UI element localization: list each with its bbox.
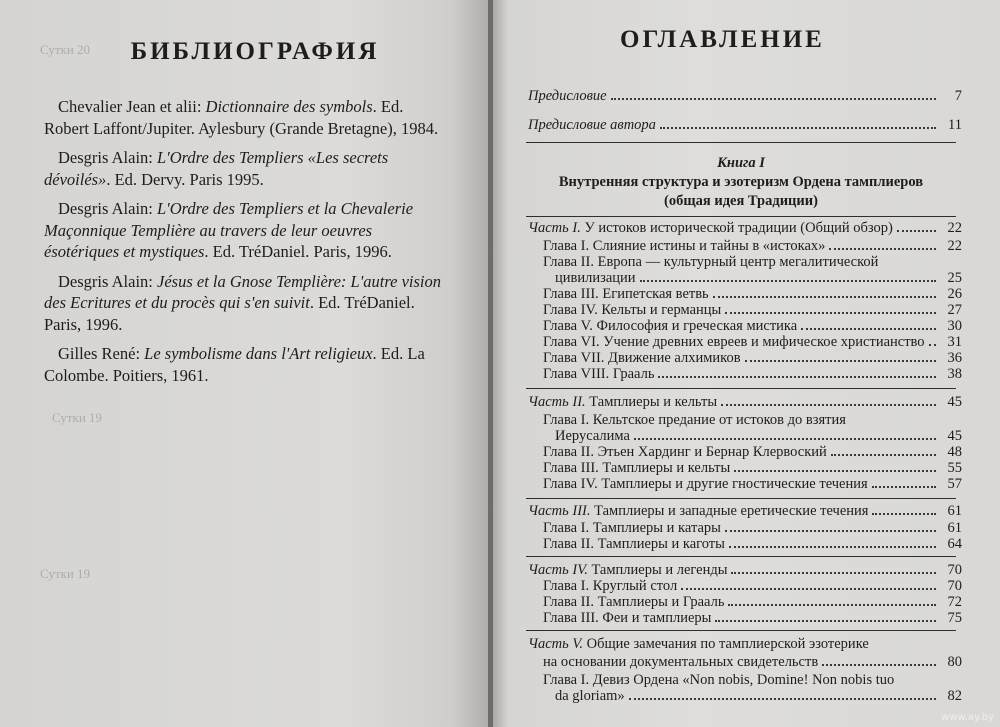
toc-page-number: 61	[947, 503, 962, 519]
bibliography-list	[44, 96, 444, 394]
part-prefix: Часть III.	[528, 503, 591, 519]
chapter-label: Глава I. Тамплиеры и катары	[543, 520, 721, 536]
part-title: У истоков исторической традиции (Общий обзор)	[580, 220, 893, 236]
toc-chapter	[543, 444, 962, 460]
book-subtitle: (общая идея Традиции)	[664, 193, 818, 209]
toc-page-number: 11	[948, 117, 962, 133]
toc-entry-label: Предисловие	[528, 88, 607, 104]
chapter-label: Глава III. Египетская ветвь	[543, 286, 709, 302]
entry-author: Desgris Alain:	[58, 271, 157, 291]
book-label: Книга I	[717, 155, 765, 171]
toc-part-2	[528, 394, 962, 410]
toc-chapter	[543, 366, 962, 382]
chapter-label: Глава IV. Тамплиеры и другие гностические течения	[543, 476, 868, 492]
toc-page-number: 7	[954, 88, 962, 104]
chapter-label: Глава VIII. Грааль	[543, 366, 655, 382]
toc-page-number: 45	[947, 428, 962, 444]
toc-page-number: 31	[947, 334, 962, 350]
divider	[526, 498, 956, 499]
bleed-through-text: Сутки 19	[40, 566, 91, 581]
toc-page-number: 80	[947, 654, 962, 670]
toc-page-number: 27	[947, 302, 962, 318]
toc-page-number: 61	[947, 520, 962, 536]
entry-publisher: . Ed. TréDaniel. Paris, 1996.	[204, 242, 392, 261]
toc-chapter	[543, 302, 962, 318]
toc-title: ОГЛАВЛЕНИЕ	[620, 26, 825, 53]
toc-part-1	[528, 220, 962, 236]
part-prefix: Часть II.	[528, 394, 586, 410]
toc-page-number: 38	[947, 366, 962, 382]
divider	[526, 630, 956, 631]
chapter-label: Глава VI. Учение древних евреев и мифическое христианство	[543, 334, 925, 350]
chapter-label-cont: Иерусалима	[555, 428, 630, 444]
toc-chapter	[555, 428, 962, 444]
toc-entry-author-preface	[528, 117, 962, 133]
chapter-label: Глава II. Тамплиеры и Грааль	[543, 594, 725, 610]
toc-page-number: 70	[947, 578, 962, 594]
toc-chapter	[543, 460, 962, 476]
toc-chapter	[543, 286, 962, 302]
toc-chapter	[543, 610, 962, 626]
toc-page-number: 48	[947, 444, 962, 460]
toc-chapter	[555, 270, 962, 286]
toc-part-5-cont	[543, 654, 962, 670]
entry-publisher: . Ed. Dervy. Paris 1995.	[106, 169, 264, 189]
part-title: Тамплиеры и легенды	[587, 562, 728, 578]
bibliography-entry	[44, 147, 444, 190]
toc-chapter	[543, 578, 962, 594]
chapter-label: Глава III. Феи и тамплиеры	[543, 610, 712, 626]
part-title: Тамплиеры и западные еретические течения	[590, 503, 869, 519]
bibliography-entry	[44, 271, 444, 336]
divider	[526, 388, 956, 389]
chapter-label: Глава II. Тамплиеры и каготы	[543, 536, 725, 552]
toc-chapter	[543, 536, 962, 552]
entry-author: Chevalier Jean et alii:	[58, 97, 206, 116]
toc-part-5	[528, 636, 869, 652]
entry-work: Dictionnaire des symbols	[205, 97, 373, 116]
toc-page-number: 45	[947, 394, 962, 410]
toc-chapter	[543, 520, 962, 536]
divider	[526, 216, 956, 217]
book-title: Внутренняя структура и эзотеризм Ордена тамплиеров	[558, 174, 924, 190]
toc-chapter	[543, 476, 962, 492]
toc-page-number: 64	[947, 536, 962, 552]
part-prefix: Часть IV.	[528, 562, 588, 578]
toc-page-number: 36	[947, 350, 962, 366]
entry-author: Gilles René:	[58, 344, 145, 363]
toc-page-number: 26	[947, 286, 962, 302]
part-prefix: Часть I.	[528, 220, 581, 236]
bleed-through-text: Сутки 20	[40, 42, 91, 57]
toc-chapter	[543, 594, 962, 610]
toc-entry-preface	[528, 88, 962, 104]
bibliography-entry	[44, 198, 444, 263]
part-title: Тамплиеры и кельты	[585, 394, 718, 410]
toc-page-number: 72	[947, 594, 962, 610]
toc-chapter	[543, 318, 962, 334]
entry-author: Desgris Alain:	[58, 199, 157, 218]
chapter-label: Глава V. Философия и греческая мистика	[543, 318, 798, 334]
divider	[526, 142, 956, 143]
divider	[526, 556, 956, 557]
entry-publisher: . Ed. La Colombe. Poitiers, 1961.	[44, 344, 425, 385]
entry-publisher: . Ed. TréDaniel. Paris, 1996.	[44, 293, 415, 334]
chapter-label: Глава I. Кельтское предание от истоков до взятия	[543, 412, 846, 428]
toc-page-number: 25	[947, 270, 962, 286]
part-title-cont: на основании документальных свидетельств	[543, 654, 819, 670]
toc-part-3	[528, 503, 962, 519]
chapter-label: Глава I. Круглый стол	[543, 578, 678, 594]
bibliography-entry	[44, 96, 444, 139]
toc-entry-label: Предисловие автора	[528, 117, 656, 133]
toc-page-number: 55	[947, 460, 962, 476]
toc-page-number: 82	[947, 688, 962, 704]
entry-work: L'Ordre des Templiers et la Chevalerie Maçonnique Templière au travers de leur oeuvres ésotériques et mystiques	[44, 199, 414, 261]
part-prefix: Часть V.	[528, 636, 583, 652]
toc-chapter	[543, 350, 962, 366]
bibliography-title: БИБЛИОГРАФИЯ	[130, 38, 380, 65]
chapter-label-cont: цивилизации	[555, 270, 636, 286]
entry-publisher: . Ed. Robert Laffont/Jupiter. Aylesbury (Grande Bretagne), 1984.	[44, 97, 439, 138]
bibliography-entry	[44, 343, 444, 386]
entry-author: Desgris Alain:	[58, 148, 157, 167]
toc-chapter	[555, 688, 962, 704]
left-page	[0, 0, 490, 727]
entry-work: L'Ordre des Templiers «Les secrets dévoilés»	[44, 148, 389, 189]
chapter-label: Глава I. Слияние истины и тайны в «истоках»	[543, 238, 826, 254]
toc-page-number: 75	[947, 610, 962, 626]
chapter-label: Глава II. Европа — культурный центр мегалитической	[543, 254, 879, 270]
toc-page-number: 22	[947, 220, 962, 236]
chapter-label-cont: da gloriam»	[555, 688, 625, 704]
toc-chapter	[543, 334, 962, 350]
chapter-label: Глава I. Девиз Ордена «Non nobis, Domine! Non nobis tuo	[543, 672, 895, 688]
entry-work: Jésus et la Gnose Templière: L'autre vision des Ecritures et du procès qui s'en suivit	[44, 271, 441, 312]
chapter-label: Глава VII. Движение алхимиков	[543, 350, 741, 366]
entry-work: Le symbolisme dans l'Art religieux	[144, 344, 373, 363]
toc-part-4	[528, 562, 962, 578]
toc-page-number: 30	[947, 318, 962, 334]
chapter-label: Глава IV. Кельты и германцы	[543, 302, 722, 318]
part-title: Общие замечания по тамплиерской эзотерике	[582, 636, 869, 652]
toc-chapter	[543, 238, 962, 254]
toc-page-number: 70	[947, 562, 962, 578]
bleed-through-text: Сутки 19	[52, 410, 103, 425]
chapter-label: Глава III. Тамплиеры и кельты	[543, 460, 731, 476]
chapter-label: Глава II. Этьен Хардинг и Бернар Клервоский	[543, 444, 827, 460]
watermark: www.ay.by	[941, 712, 994, 723]
toc-page-number: 57	[947, 476, 962, 492]
toc-page-number: 22	[947, 238, 962, 254]
